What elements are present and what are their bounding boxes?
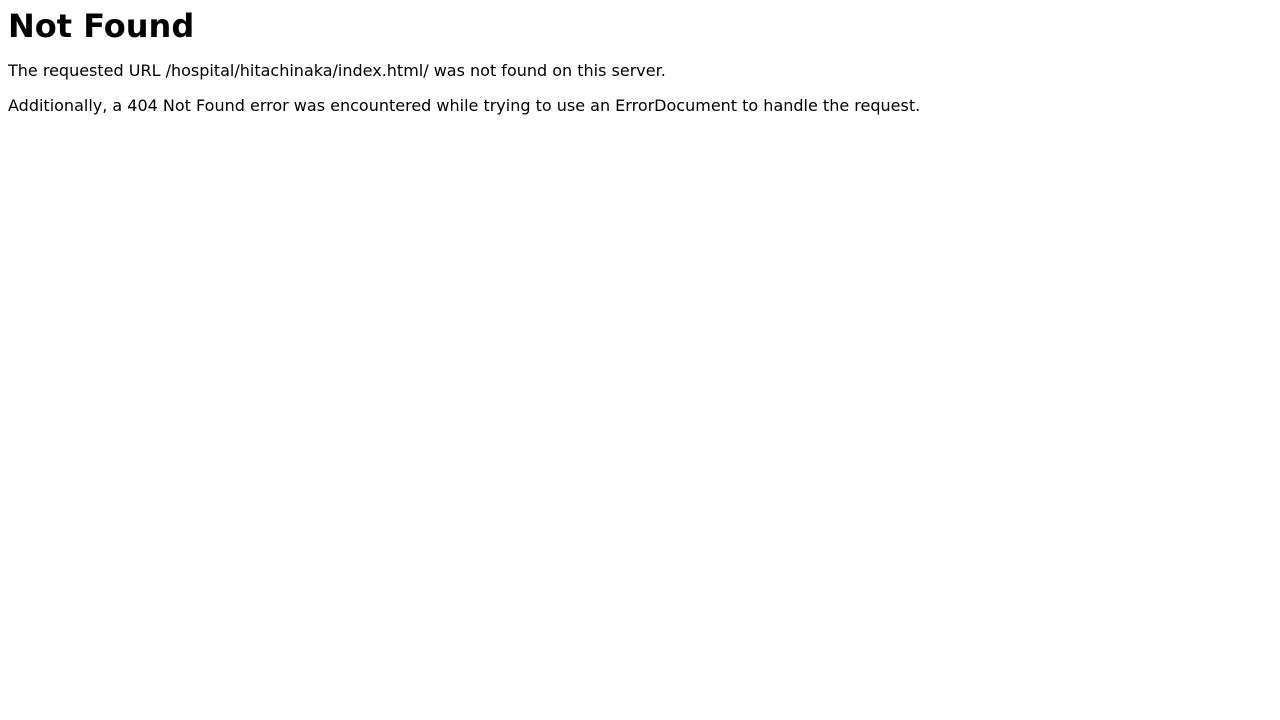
error-message-additional: Additionally, a 404 Not Found error was encountered while trying to use an ErrorDocument to handle the request. <box>8 95 921 115</box>
error-message-url: The requested URL /hospital/hitachinaka/index.html/ was not found on this server. <box>8 60 666 80</box>
error-page <box>0 0 1280 123</box>
page-title: Not Found <box>8 7 195 45</box>
